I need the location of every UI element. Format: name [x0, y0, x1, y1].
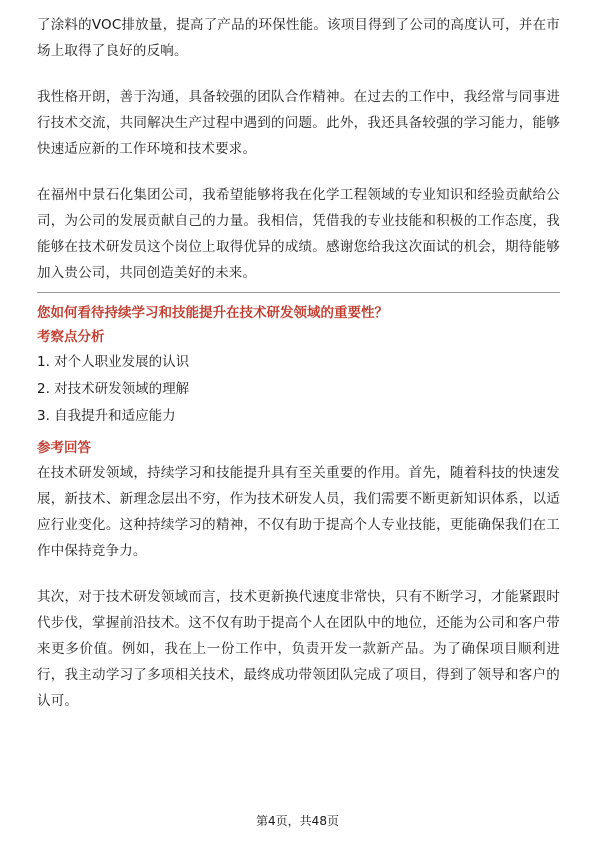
- analysis-point: 2. 对技术研发领域的理解: [37, 381, 190, 397]
- answer-paragraph: 其次，对于技术研发领域而言，技术更新换代速度非常快，只有不断学习，才能紧跟时代步伐，掌握前沿技术。这不仅有助于提高个人在团队中的地位，还能为公司和客户带来更多价值。例如，我在上一份工作中，负责开发一款新产品。为了确保项目顺利进行，我主动学习了多项相关技术，最终成功带领团队完成了项目，得到了领导和客户的认可。: [37, 589, 560, 709]
- answer-paragraph: 在技术研发领域，持续学习和技能提升具有至关重要的作用。首先，随着科技的快速发展，新技术、新理念层出不穷，作为技术研发人员，我们需要不断更新知识体系，以适应行业变化。这种持续学习的精神，不仅有助于提高个人专业技能，更能确保我们在工作中保持竞争力。: [37, 465, 560, 559]
- analysis-label: 考察点分析: [37, 329, 105, 345]
- answer-label: 参考回答: [37, 440, 91, 456]
- analysis-points-list: [37, 349, 560, 430]
- page-footer: [0, 812, 595, 829]
- document-page: [37, 12, 560, 714]
- intro-paragraph: 了涂料的VOC排放量，提高了产品的环保性能。该项目得到了公司的高度认可，并在市场上取得了良好的反响。: [37, 17, 560, 59]
- page-indicator: 第4页，共48页: [256, 814, 339, 828]
- section-divider: [37, 292, 560, 293]
- question-heading: 您如何看待持续学习和技能提升在技术研发领域的重要性？: [37, 305, 388, 321]
- analysis-point: 3. 自我提升和适应能力: [37, 408, 176, 424]
- intro-paragraph: 在福州中景石化集团公司，我希望能够将我在化学工程领域的专业知识和经验贡献给公司，为公司的发展贡献自己的力量。我相信，凭借我的专业技能和积极的工作态度，我能够在技术研发员这个岗位上取得优异的成绩。感谢您给我这次面试的机会，期待能够加入贵公司，共同创造美好的未来。: [37, 187, 560, 281]
- analysis-point: 1. 对个人职业发展的认识: [37, 354, 190, 370]
- intro-paragraph: 我性格开朗，善于沟通，具备较强的团队合作精神。在过去的工作中，我经常与同事进行技术交流，共同解决生产过程中遇到的问题。此外，我还具备较强的学习能力，能够快速适应新的工作环境和技术要求。: [37, 89, 560, 157]
